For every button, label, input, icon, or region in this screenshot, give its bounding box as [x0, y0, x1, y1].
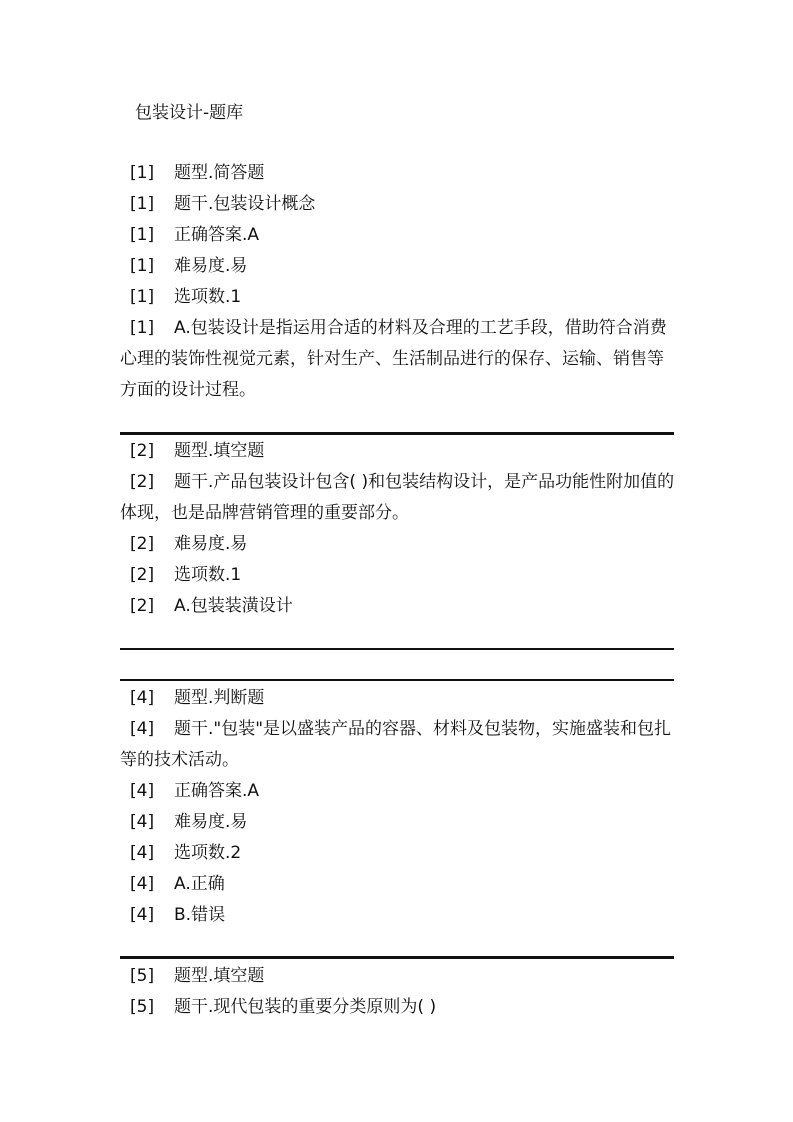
q1-type-line	[120, 158, 675, 189]
question-type: 题型.填空题	[174, 441, 265, 461]
question-stem: 题干."包装"是以盛装产品的容器、材料及包装物，实施盛装和包扎等的技术活动。	[120, 719, 672, 770]
question-type: 题型.判断题	[174, 688, 265, 708]
question-number: [2]	[130, 472, 155, 492]
question-number: [2]	[130, 441, 155, 461]
question-number: [1]	[130, 318, 155, 338]
question-type: 题型.填空题	[174, 966, 265, 986]
section-divider	[120, 956, 674, 959]
q4-type-line	[120, 683, 675, 714]
q4-difficulty-line	[120, 807, 675, 838]
question-number: [1]	[130, 287, 155, 307]
question-number: [2]	[130, 565, 155, 585]
q4-option-count-line	[120, 838, 675, 869]
option-count: 选项数.1	[174, 565, 242, 585]
q4-option-b	[120, 900, 675, 931]
q1-difficulty-line	[120, 251, 675, 282]
q5-type-line	[120, 961, 675, 992]
section-divider	[120, 679, 674, 681]
question-number: [2]	[130, 596, 155, 616]
difficulty: 难易度.易	[174, 812, 248, 832]
question-number: [4]	[130, 781, 155, 801]
question-number: [2]	[130, 534, 155, 554]
question-4	[120, 683, 675, 931]
option-text: A.包装装潢设计	[174, 596, 293, 616]
question-number: [1]	[130, 256, 155, 276]
question-stem: 题干.包装设计概念	[174, 194, 316, 214]
q4-option-a	[120, 869, 675, 900]
option-text: B.错误	[174, 905, 226, 925]
question-5	[120, 961, 675, 1023]
document-title: 包装设计-题库	[135, 103, 244, 123]
question-number: [4]	[130, 843, 155, 863]
question-number: [4]	[130, 874, 155, 894]
q2-stem-line	[120, 467, 675, 529]
question-type: 题型.简答题	[174, 163, 265, 183]
q2-option-a	[120, 591, 675, 622]
question-number: [4]	[130, 905, 155, 925]
question-stem: 题干.现代包装的重要分类原则为( )	[174, 997, 437, 1017]
difficulty: 难易度.易	[174, 534, 248, 554]
correct-answer: 正确答案.A	[174, 225, 260, 245]
question-1	[120, 158, 675, 406]
q4-answer-line	[120, 776, 675, 807]
q2-option-count-line	[120, 560, 675, 591]
q1-answer-line	[120, 220, 675, 251]
question-number: [5]	[130, 997, 155, 1017]
question-number: [5]	[130, 966, 155, 986]
q1-option-a	[120, 313, 675, 406]
q2-difficulty-line	[120, 529, 675, 560]
question-number: [4]	[130, 719, 155, 739]
option-text: A.包装设计是指运用合适的材料及合理的工艺手段，借助符合消费心理的装饰性视觉元素，针对生产、生活制品进行的保存、运输、销售等方面的设计过程。	[120, 318, 667, 400]
q1-option-count-line	[120, 282, 675, 313]
correct-answer: 正确答案.A	[174, 781, 260, 801]
question-stem: 题干.产品包装设计包含( )和包装结构设计，是产品功能性附加值的体现，也是品牌营销管理的重要部分。	[120, 472, 675, 523]
question-number: [1]	[130, 225, 155, 245]
option-text: A.正确	[174, 874, 225, 894]
question-number: [4]	[130, 812, 155, 832]
question-2	[120, 436, 675, 622]
q4-stem-line	[120, 714, 675, 776]
question-number: [4]	[130, 688, 155, 708]
q2-type-line	[120, 436, 675, 467]
section-divider	[120, 648, 674, 650]
difficulty: 难易度.易	[174, 256, 248, 276]
q1-stem-line	[120, 189, 675, 220]
option-count: 选项数.2	[174, 843, 242, 863]
q5-stem-line	[120, 992, 675, 1023]
question-number: [1]	[130, 163, 155, 183]
question-number: [1]	[130, 194, 155, 214]
option-count: 选项数.1	[174, 287, 242, 307]
section-divider	[120, 432, 674, 435]
